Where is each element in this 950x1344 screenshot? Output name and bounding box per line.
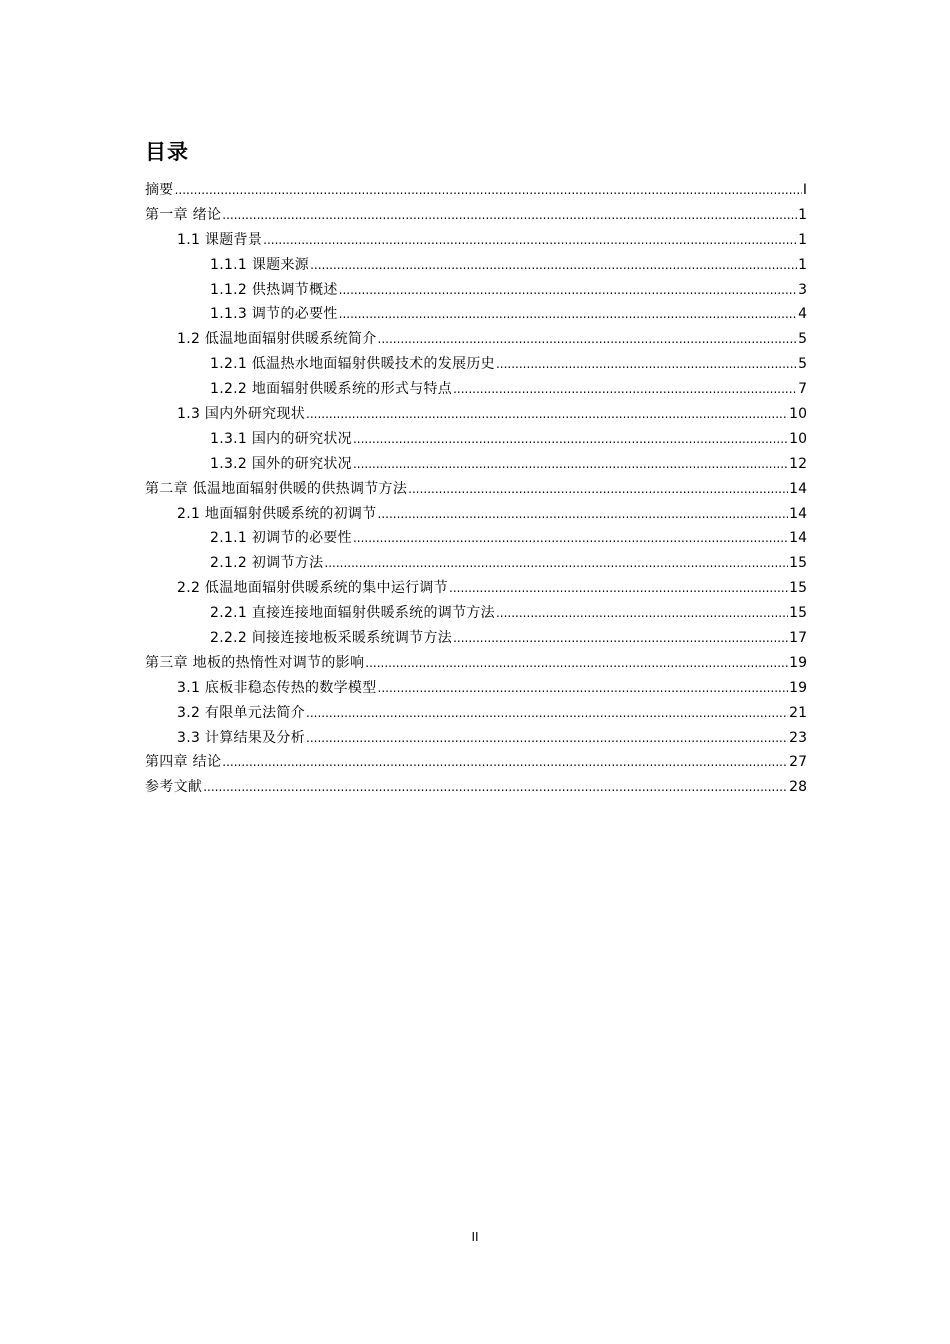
toc-entry-title: 3.1 底板非稳态传热的数学模型	[177, 679, 377, 696]
toc-entry[interactable]	[145, 377, 807, 402]
toc-entry-page-number: 14	[789, 530, 807, 547]
toc-entry[interactable]	[145, 651, 807, 676]
toc-entry[interactable]	[145, 228, 807, 253]
toc-entry-page-number: 14	[789, 480, 807, 497]
toc-dot-leader	[408, 477, 788, 502]
toc-dot-leader	[378, 676, 789, 701]
toc-entry-page-number: 27	[789, 754, 807, 771]
toc-entry[interactable]	[145, 626, 807, 651]
toc-entry-title: 1.3 国内外研究现状	[177, 406, 306, 423]
toc-entry-title: 1.1 课题背景	[177, 231, 263, 248]
toc-list	[145, 178, 807, 800]
toc-dot-leader	[339, 302, 797, 327]
toc-entry-page-number: I	[802, 182, 807, 198]
toc-entry-title: 1.1.2 供热调节概述	[210, 281, 338, 298]
toc-entry-title: 第一章 绪论	[145, 206, 222, 223]
footer-page-number: II	[471, 1230, 479, 1244]
toc-entry-title: 2.2.1 直接连接地面辐射供暖系统的调节方法	[210, 605, 495, 622]
toc-dot-leader	[353, 427, 788, 452]
toc-dot-leader	[203, 775, 788, 800]
toc-dot-leader	[353, 526, 788, 551]
toc-dot-leader	[339, 278, 797, 303]
toc-entry-title: 3.3 计算结果及分析	[177, 729, 306, 746]
toc-entry[interactable]	[145, 402, 807, 427]
toc-entry[interactable]	[145, 178, 807, 203]
toc-entry-page-number: 4	[798, 306, 807, 323]
toc-entry-page-number: 15	[789, 605, 807, 622]
toc-entry-title: 1.1.1 课题来源	[210, 256, 310, 273]
toc-dot-leader	[453, 626, 788, 651]
toc-entry-page-number: 15	[789, 555, 807, 572]
toc-entry[interactable]	[145, 701, 807, 726]
toc-entry-title: 3.2 有限单元法简介	[177, 704, 306, 721]
toc-dot-leader	[496, 601, 788, 626]
toc-entry[interactable]	[145, 775, 807, 800]
toc-entry[interactable]	[145, 726, 807, 751]
toc-entry[interactable]	[145, 477, 807, 502]
toc-entry-page-number: 1	[798, 206, 807, 223]
toc-dot-leader	[263, 228, 797, 253]
toc-entry[interactable]	[145, 526, 807, 551]
toc-dot-leader	[496, 352, 797, 377]
toc-entry-title: 第三章 地板的热惰性对调节的影响	[145, 654, 365, 671]
toc-entry-page-number: 5	[798, 331, 807, 348]
toc-entry-page-number: 12	[789, 455, 807, 472]
toc-entry-title: 1.1.3 调节的必要性	[210, 306, 338, 323]
toc-entry-page-number: 7	[798, 381, 807, 398]
toc-entry[interactable]	[145, 427, 807, 452]
toc-entry[interactable]	[145, 327, 807, 352]
toc-entry-title: 第四章 结论	[145, 754, 222, 771]
toc-dot-leader	[378, 502, 789, 527]
toc-entry-title: 2.2 低温地面辐射供暖系统的集中运行调节	[177, 580, 449, 597]
toc-entry-title: 1.2 低温地面辐射供暖系统简介	[177, 331, 377, 348]
toc-entry[interactable]	[145, 601, 807, 626]
toc-entry-title: 1.2.2 地面辐射供暖系统的形式与特点	[210, 381, 453, 398]
toc-title: 目录	[145, 140, 189, 164]
toc-entry[interactable]	[145, 278, 807, 303]
toc-dot-leader	[222, 203, 797, 228]
toc-entry-page-number: 19	[789, 679, 807, 696]
toc-entry-title: 摘要	[145, 182, 174, 198]
toc-entry[interactable]	[145, 551, 807, 576]
toc-dot-leader	[306, 701, 788, 726]
toc-dot-leader	[378, 327, 798, 352]
toc-dot-leader	[353, 452, 788, 477]
toc-entry-page-number: 21	[789, 704, 807, 721]
toc-entry-page-number: 19	[789, 654, 807, 671]
toc-dot-leader	[306, 402, 788, 427]
toc-entry-title: 1.3.1 国内的研究状况	[210, 430, 352, 447]
toc-entry-page-number: 23	[789, 729, 807, 746]
toc-entry[interactable]	[145, 253, 807, 278]
toc-entry-page-number: 3	[798, 281, 807, 298]
toc-entry-page-number: 10	[789, 430, 807, 447]
toc-entry-page-number: 1	[798, 256, 807, 273]
toc-entry[interactable]	[145, 676, 807, 701]
toc-entry[interactable]	[145, 452, 807, 477]
toc-entry-title: 2.2.2 间接连接地板采暖系统调节方法	[210, 630, 453, 647]
toc-dot-leader	[175, 178, 802, 203]
toc-entry[interactable]	[145, 302, 807, 327]
toc-entry-page-number: 5	[798, 356, 807, 373]
toc-entry-title: 第二章 低温地面辐射供暖的供热调节方法	[145, 480, 408, 497]
toc-entry[interactable]	[145, 750, 807, 775]
toc-entry-title: 1.2.1 低温热水地面辐射供暖技术的发展历史	[210, 356, 495, 373]
toc-entry-title: 1.3.2 国外的研究状况	[210, 455, 352, 472]
toc-entry-page-number: 10	[789, 406, 807, 423]
toc-dot-leader	[222, 750, 788, 775]
toc-entry-page-number: 14	[789, 505, 807, 522]
toc-dot-leader	[306, 726, 788, 751]
toc-entry-title: 2.1.1 初调节的必要性	[210, 530, 352, 547]
toc-entry[interactable]	[145, 203, 807, 228]
toc-entry[interactable]	[145, 502, 807, 527]
toc-entry-page-number: 28	[789, 779, 807, 796]
toc-entry-page-number: 1	[798, 231, 807, 248]
toc-entry-page-number: 17	[789, 630, 807, 647]
toc-entry[interactable]	[145, 352, 807, 377]
toc-dot-leader	[324, 551, 788, 576]
toc-entry-page-number: 15	[789, 580, 807, 597]
toc-dot-leader	[453, 377, 797, 402]
toc-entry-title: 2.1 地面辐射供暖系统的初调节	[177, 505, 377, 522]
toc-dot-leader	[449, 576, 788, 601]
toc-entry-title: 2.1.2 初调节方法	[210, 555, 324, 572]
toc-entry-title: 参考文献	[145, 779, 203, 796]
toc-dot-leader	[365, 651, 788, 676]
toc-dot-leader	[310, 253, 797, 278]
toc-entry[interactable]	[145, 576, 807, 601]
